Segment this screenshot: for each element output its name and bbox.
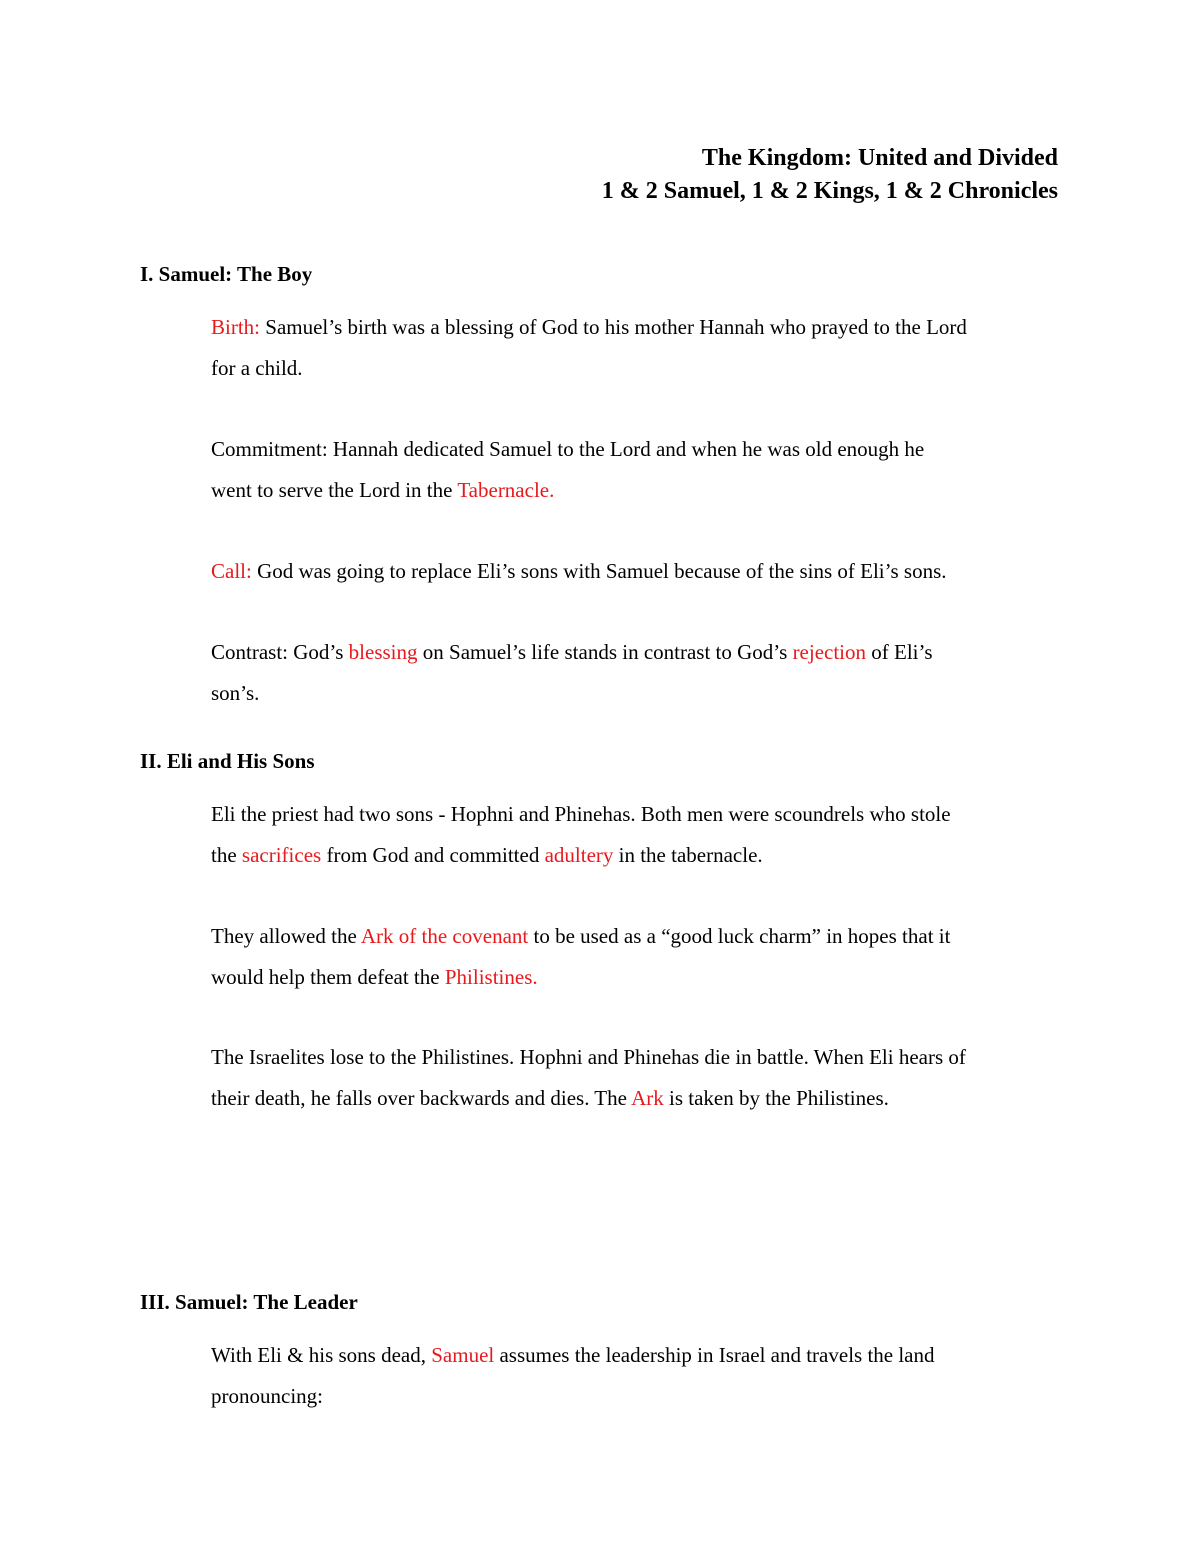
eli-sons-text-2: from God and committed <box>321 843 545 867</box>
sacrifices-highlight: sacrifices <box>241 843 322 867</box>
section-3-heading: III. Samuel: The Leader <box>140 1290 358 1314</box>
birth-label: Birth: <box>211 315 261 339</box>
ark-charm-text-1: They allowed the <box>211 924 361 948</box>
birth-text: Samuel’s birth was a blessing of God to his mother Hannah who prayed to the Lord <box>260 315 967 339</box>
ark-charm-line-1 <box>211 916 1071 957</box>
ark-highlight: Ark <box>631 1086 664 1110</box>
rejection-highlight: rejection <box>792 640 867 664</box>
eli-sons-text-1: the <box>211 843 242 867</box>
birth-line-2: for a child. <box>211 356 303 380</box>
title-line-2: 1 & 2 Samuel, 1 & 2 Kings, 1 & 2 Chronicles <box>601 178 1058 204</box>
commitment-text: went to serve the Lord in the <box>211 478 458 502</box>
adultery-highlight: adultery <box>544 843 614 867</box>
commitment-line-1: Commitment: Hannah dedicated Samuel to the Lord and when he was old enough he <box>211 437 925 461</box>
samuel-highlight: Samuel <box>431 1343 495 1367</box>
battle-line-1: The Israelites lose to the Philistines. Hophni and Phinehas die in battle. When Eli hears of <box>211 1045 966 1069</box>
philistines-highlight: Philistines. <box>444 965 538 989</box>
section-1-heading: I. Samuel: The Boy <box>140 262 313 286</box>
birth-paragraph <box>211 307 1071 389</box>
battle-text-1: their death, he falls over backwards and dies. The <box>211 1086 632 1110</box>
battle-paragraph <box>211 1037 1071 1119</box>
leader-paragraph <box>211 1335 1071 1417</box>
contrast-paragraph <box>211 632 1071 714</box>
contrast-text-2: on Samuel’s life stands in contrast to God’s <box>417 640 793 664</box>
eli-sons-line-1: Eli the priest had two sons - Hophni and Phinehas. Both men were scoundrels who stole <box>211 802 951 826</box>
call-label: Call: <box>211 559 252 583</box>
contrast-line-1 <box>211 632 1071 673</box>
commitment-paragraph <box>211 429 1071 511</box>
section-2-heading: II. Eli and His Sons <box>140 749 315 773</box>
ark-covenant-highlight: Ark of the covenant <box>360 924 529 948</box>
eli-sons-line-2 <box>211 835 1071 876</box>
title-line-1: The Kingdom: United and Divided <box>701 145 1058 171</box>
call-line-1 <box>211 551 1071 592</box>
call-text: God was going to replace Eli’s sons with Samuel because of the sins of Eli’s sons. <box>251 559 947 583</box>
ark-charm-paragraph <box>211 916 1071 998</box>
contrast-line-2: son’s. <box>211 681 260 705</box>
battle-text-2: is taken by the Philistines. <box>663 1086 889 1110</box>
ark-charm-text-3: would help them defeat the <box>211 965 445 989</box>
eli-sons-paragraph <box>211 794 1071 876</box>
contrast-text-1: Contrast: God’s <box>211 640 349 664</box>
blessing-highlight: blessing <box>348 640 418 664</box>
document-title <box>602 142 1058 208</box>
tabernacle-highlight: Tabernacle. <box>457 478 555 502</box>
leader-line-2: pronouncing: <box>211 1384 323 1408</box>
birth-line-1 <box>211 307 1071 348</box>
leader-text-2: assumes the leadership in Israel and travels the land <box>494 1343 935 1367</box>
call-paragraph <box>211 551 1071 592</box>
ark-charm-line-2 <box>211 957 1071 998</box>
leader-line-1 <box>211 1335 1071 1376</box>
battle-line-2 <box>211 1078 1071 1119</box>
commitment-line-2 <box>211 470 1071 511</box>
eli-sons-text-3: in the tabernacle. <box>613 843 763 867</box>
ark-charm-text-2: to be used as a “good luck charm” in hopes that it <box>528 924 951 948</box>
contrast-text-3: of Eli’s <box>866 640 933 664</box>
leader-text-1: With Eli & his sons dead, <box>211 1343 432 1367</box>
